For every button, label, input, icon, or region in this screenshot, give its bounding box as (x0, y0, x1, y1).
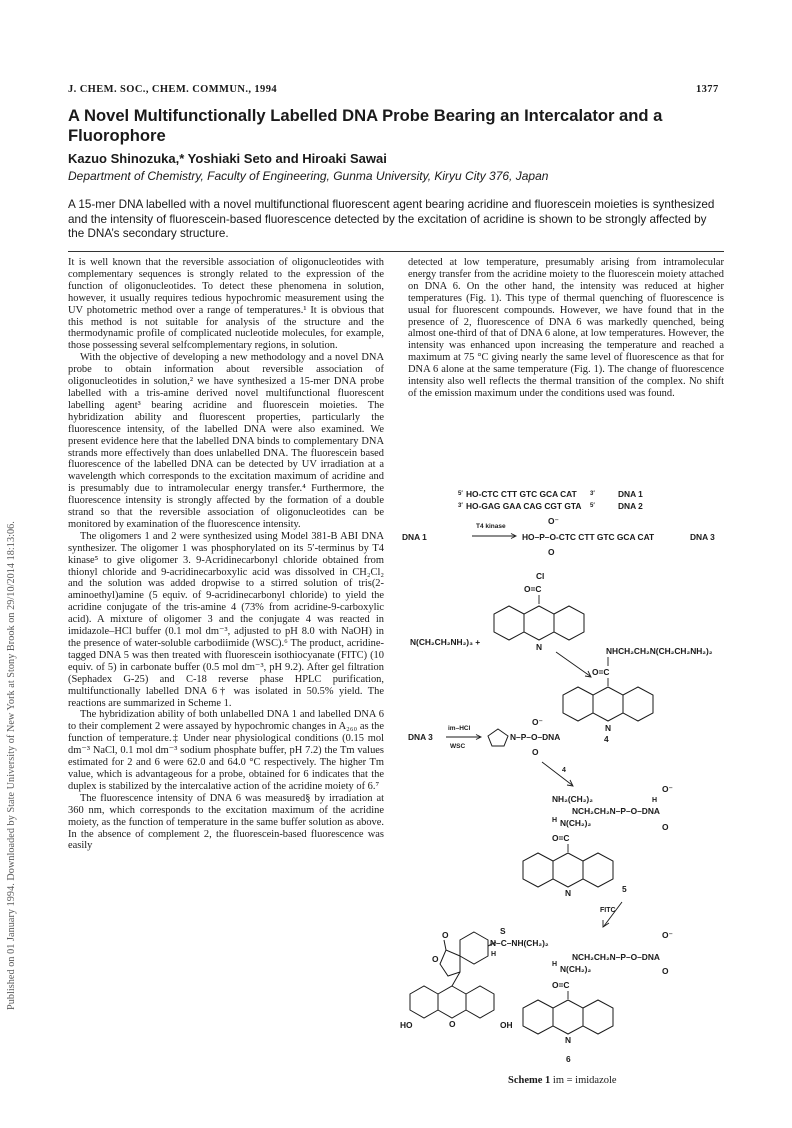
nh-h: H (652, 797, 658, 804)
journal-header: J. CHEM. SOC., CHEM. COMMUN., 1994 (68, 84, 278, 95)
dna3-structure: HO–P–O-CTC CTT GTC GCA CAT (522, 532, 655, 542)
chloride: Cl (536, 571, 545, 581)
abstract: A 15-mer DNA labelled with a novel multifunctional fluorescent agent bearing acridine and fluorescein moieties is synthesized and the intensity of fluorescein-based fluorescence detected by the excitation of acridine is shown to be strongly affected by the DNA’s secondary structure. (68, 198, 715, 240)
o-minus: O⁻ (662, 930, 673, 940)
phosphate-o: O (662, 966, 669, 976)
fluorescein-structure (410, 932, 496, 1018)
nh-h: H (491, 951, 497, 958)
o-minus: O⁻ (532, 717, 543, 727)
paragraph: The hybridization ability of both unlabelled DNA 1 and labelled DNA 6 to their complement 2 were assayed by hypochromic changes in A₂₆₀ as the function of temperature.‡ Under near physiological conditions (0.15 mol dm⁻³ NaCl, 0.1 mol dm⁻³ sodium phosphate buffer, pH 7.2) the Tm values estimated for 2 and 6 were 62.0 and 64.0 °C respectively. The higher Tm value, which is advantageous for a probe, obtained for 6 indicates that the duplex is stabilized by the intercalative action of the acridine moiety of 6.⁷ (68, 709, 384, 792)
acridine-ring (523, 853, 613, 887)
phosphate-o: O (532, 747, 539, 757)
reagent-t4-kinase: T4 kinase (476, 523, 506, 530)
carbonyl: O=C (524, 584, 542, 594)
paragraph: The oligomers 1 and 2 were synthesized using Model 381-B ABI DNA synthesizer. The oligomer 1 was phosphorylated on its 5′-terminus by T4 kinase⁵ to give oligomer 3. 9-Acridinecarbonyl chloride obtained from thionyl chloride and 9-acridinecarboxylic acid was dissolved in CH₂Cl₂ and the solution was added dropwise to a stirred solution of tris(2-aminoethyl)amine (5 equiv. of 9-acridinecarbonyl chloride) to yield the acridine conjugate of the tris-amine 4 (73% from acridine-9-carboxylic acid). A mixture of oligomer 3 and the conjugate 4 was reacted in imidazole–HCl buffer (0.1 mol dm⁻³, adjusted to pH 8.0 with NaOH) in the presence of water-soluble carbodiimide (WSC).⁶ The product, acridine-tagged DNA 5 was then treated with fluorescein isothiocyanate (FITC) (10 equiv. of 5) in carbonate buffer (0.5 mol dm⁻³, pH 9.2). After gel filtration (Sephadex G-25) and C-18 reverse phase HPLC purification, multifunctionally labelled DNA 6† was isolated in 50.5% yield. The reactions are summarized in Scheme 1. (68, 530, 384, 709)
ring-nitrogen: N (565, 1035, 572, 1045)
paragraph: With the objective of developing a new methodology and a novel DNA probe to obtain information about reversible association of oligonucleotides in solution,² we have synthesized a 15-mer DNA probe labelled with a tris-amine derived novel multifunctional fluorescent labelling agent³ bearing acridine and fluorescein moieties. The hybridization ability and fluorescent properties, particularly the fluorescence intensity, of the labelled DNA were also examined. We present evidence here that the labelled DNA binds to complementary DNA strands more effectively than does unlabelled DNA. The fluorescein based fluorescence of the labelled DNA can be detected by UV irradiation at a wavelength which corresponds to the excitation maximum of acridine and is presumably due to intramolecular energy transfer.⁴ Furthermore, the fluorescence intensity is strongly affected by the formation of a double strand so that the reversible association of oligonucleotides can be monitored by examination of the fluorescence intensity. (68, 352, 384, 530)
nh-h: H (552, 961, 558, 968)
compound-5-label: 5 (622, 884, 627, 894)
caption-label: Scheme 1 (508, 1075, 551, 1086)
reagent-im-hcl: im–HCl (448, 725, 471, 732)
o-minus: O⁻ (662, 784, 673, 794)
compound-4-label: 4 (604, 734, 609, 744)
reaction-arrow (604, 902, 622, 926)
cpd6-carbonyl: O=C (552, 980, 570, 990)
acridine-ring (523, 1000, 613, 1034)
o-minus: O⁻ (548, 516, 559, 526)
acridine-ring (563, 687, 653, 721)
compound-6-label: 6 (566, 1054, 571, 1064)
caption-text: im = imidazole (552, 1075, 617, 1086)
nh-h: H (552, 817, 558, 824)
cpd5-carbonyl: O=C (552, 833, 570, 843)
imidazole-ring (488, 729, 508, 746)
cpd6-linker: NCH₂CH₂N–P–O–DNA (572, 952, 660, 962)
seq-dna2: HO-GAG GAA CAG CGT GTA (466, 501, 582, 511)
reagent-4: 4 (562, 767, 566, 774)
xanthene-o: O (449, 1019, 456, 1029)
prime-label: 5′ (590, 503, 595, 509)
reaction-arrow (542, 762, 572, 785)
authors: Kazuo Shinozuka,* Yoshiaki Seto and Hiroaki Sawai (68, 151, 387, 166)
cpd5-amine: NH₂(CH₂)₂ (552, 794, 593, 804)
reagent-wsc: WSC (450, 743, 466, 750)
hydroxyl: HO (400, 1020, 413, 1030)
right-column (408, 257, 724, 400)
affiliation: Department of Chemistry, Faculty of Engineering, Gunma University, Kiryu City 376, Japan (68, 169, 549, 183)
lactone-o: O (442, 930, 449, 940)
scheme-1-diagram (400, 480, 730, 1070)
left-column (68, 257, 384, 852)
arrow-head (585, 671, 591, 677)
seq-label-dna1: DNA 1 (618, 489, 643, 499)
trisamine: N(CH₂CH₂NH₂)₃ + (410, 637, 481, 647)
scheme-caption (508, 1075, 617, 1086)
reagent-fitc: FITC (600, 907, 616, 914)
download-sidebar: Published on 01 January 1994. Downloaded by State University of New York at Stony Brook on 29/10/2014 18:13:06. (6, 521, 17, 1010)
cpd4-carbonyl: O=C (592, 667, 610, 677)
activated-phosphate: N–P–O–DNA (510, 732, 561, 742)
seq-label-dna2: DNA 2 (618, 501, 643, 511)
abstract-rule (68, 251, 724, 252)
ring-nitrogen: N (565, 888, 572, 898)
cpd6-amide: N(CH₂)₂ (560, 964, 592, 974)
paragraph: The fluorescence intensity of DNA 6 was measured§ by irradiation at 360 nm, which corresponds to the excitation maximum of the acridine moiety, as the function of temperature in the same buffer solution as above. In the absence of complement 2, the fluorescein-based fluorescence was easily (68, 792, 384, 852)
thiourea-s: S (500, 926, 506, 936)
prime-label: 3′ (458, 503, 463, 509)
label-dna1: DNA 1 (402, 532, 427, 542)
phosphate-o: O (662, 822, 669, 832)
page-number: 1377 (696, 84, 719, 95)
thiourea-linker: N–C–NH(CH₂)₂ (490, 938, 549, 948)
hydroxyl: OH (500, 1020, 513, 1030)
prime-label: 5′ (458, 491, 463, 497)
article-title: A Novel Multifunctionally Labelled DNA Probe Bearing an Intercalator and a Fluorophore (68, 106, 663, 145)
ring-o: O (432, 954, 439, 964)
paragraph: detected at low temperature, presumably arising from intramolecular energy transfer from the acridine moiety to the fluorescein moiety attached on DNA 6. On the other hand, the intensity was reduced at higher temperatures (Fig. 1). This type of thermal quenching of fluorescence is usual for fluorescent compounds. However, we have found that in the presence of 2, fluorescence of DNA 6 was markedly quenched, being almost one-third of that of DNA 6 alone, at low temperatures. However, the intensity was enhanced upon increasing the temperature and reached a maximum at 75 °C giving nearly the same level of fluorescence as that for DNA 6 alone at the same temperature (Fig. 1). The change of fluorescence intensity also well reflects the thermal transition of the complex. No shift of the emission maximum under the conditions used was found. (408, 257, 724, 399)
ring-nitrogen: N (536, 642, 543, 652)
cpd4-chain: NHCH₂CH₂N(CH₂CH₂NH₂)₂ (606, 646, 713, 656)
cpd5-amide: N(CH₂)₂ (560, 818, 592, 828)
label-dna3: DNA 3 (408, 732, 433, 742)
acridine-ring (494, 606, 584, 640)
label-dna3: DNA 3 (690, 532, 715, 542)
reaction-arrow (556, 652, 590, 676)
paragraph: It is well known that the reversible association of oligonucleotides with complementary sequences is strongly related to the expression of the function of oligonucleotides. To detect these phenomena in solution, however, it usually requires tedious hypochromic measurement using the UV photometric method over a range of temperatures.¹ It is obvious that this method is not suitable for analysis of the structure and the thermodynamic profile of complicated nucleotide molecules, for example, those possessing several selfcomplementary regions, in solution. (68, 257, 384, 352)
ring-nitrogen: N (605, 723, 612, 733)
phosphate-o: O (548, 547, 555, 557)
cpd5-linker: NCH₂CH₂N–P–O–DNA (572, 806, 660, 816)
prime-label: 3′ (590, 491, 595, 497)
seq-dna1: HO-CTC CTT GTC GCA CAT (466, 489, 577, 499)
